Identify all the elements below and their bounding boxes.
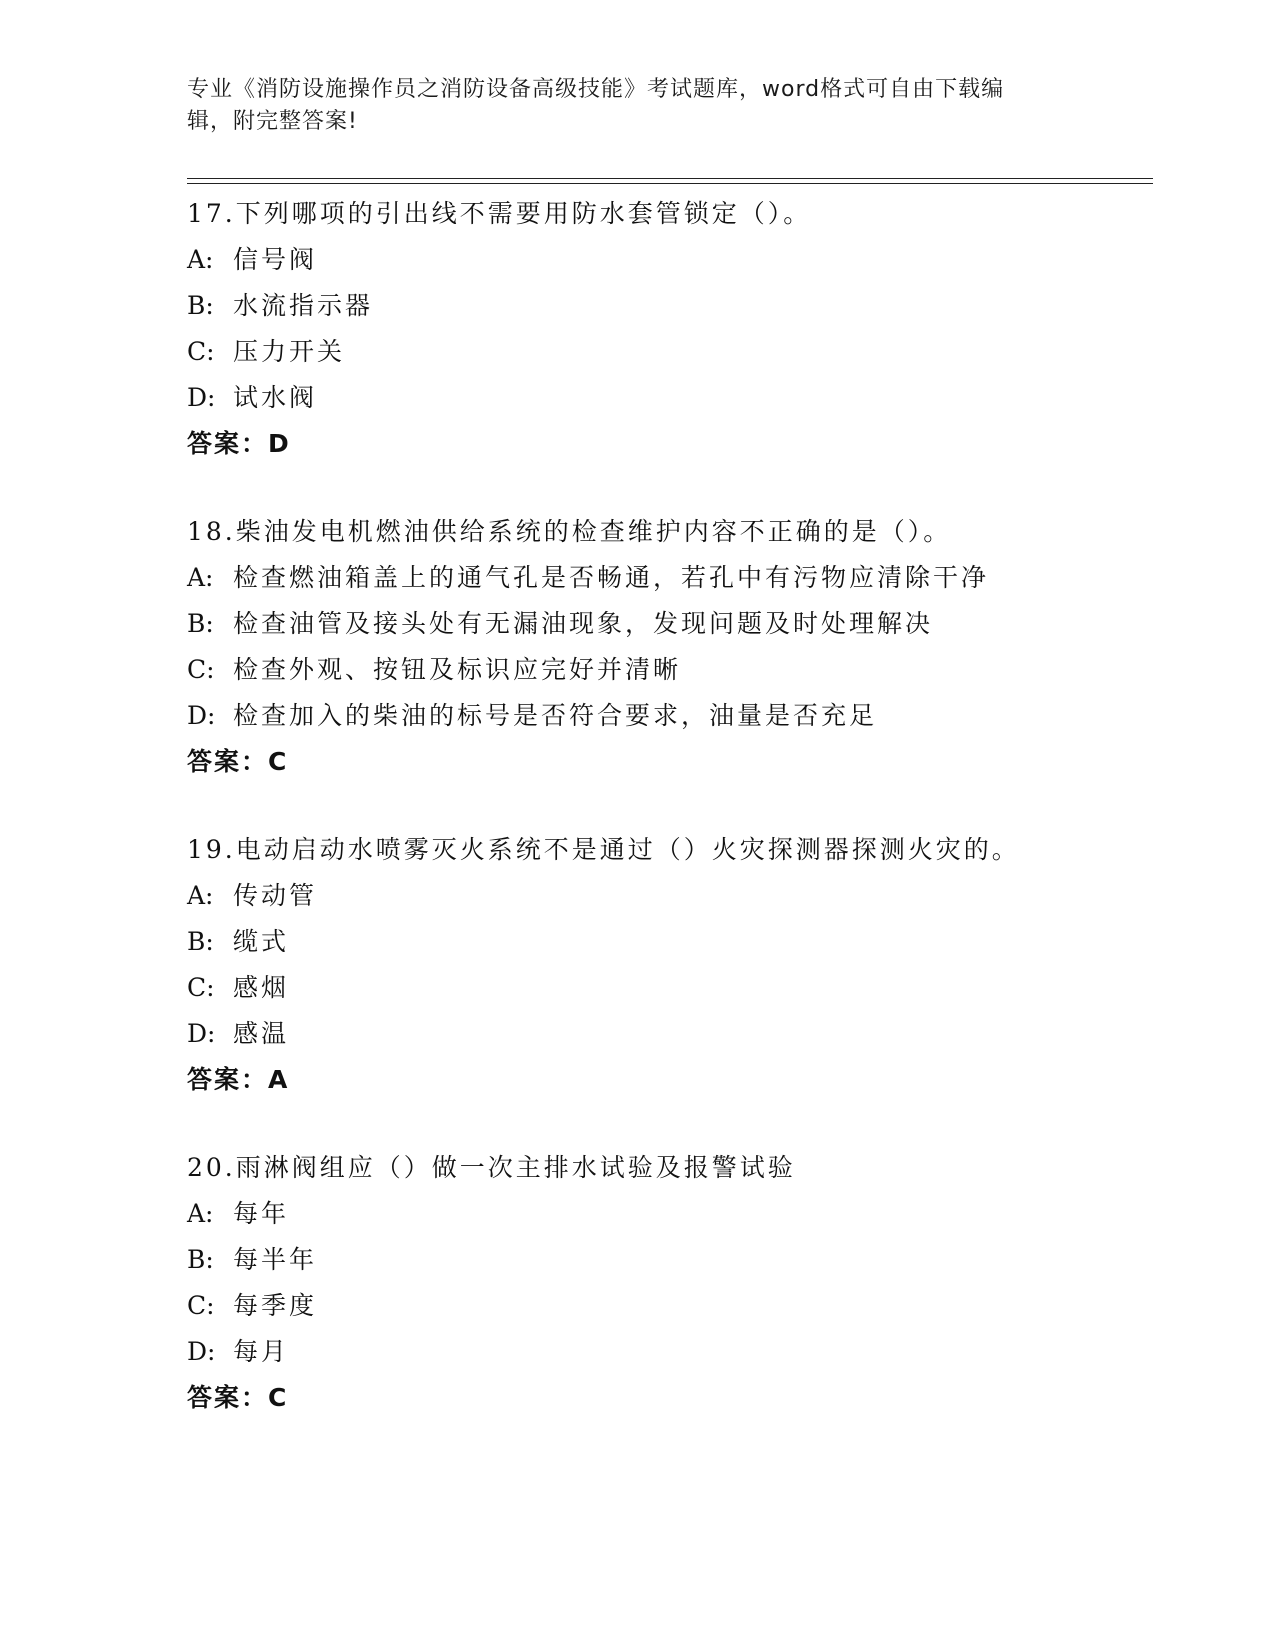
option-letter: C: (187, 337, 215, 366)
question-list (187, 191, 1147, 1463)
option-b (187, 1237, 1147, 1283)
option-text: 感烟 (233, 973, 290, 1002)
option-text: 每季度 (233, 1291, 318, 1320)
option-d (187, 1329, 1147, 1375)
option-a (187, 1191, 1147, 1237)
option-letter: C: (187, 655, 215, 684)
option-text: 检查加入的柴油的标号是否符合要求，油量是否充足 (233, 701, 878, 730)
option-letter: D: (187, 383, 216, 412)
option-b (187, 919, 1147, 965)
option-letter: D: (187, 1019, 216, 1048)
option-c (187, 329, 1147, 375)
option-letter: B: (187, 609, 214, 638)
option-c (187, 1283, 1147, 1329)
question-20 (187, 1145, 1147, 1421)
option-b (187, 283, 1147, 329)
option-letter: A: (187, 563, 214, 592)
question-18 (187, 509, 1147, 785)
option-text: 每月 (233, 1337, 290, 1366)
header-line-2: 辑，附完整答案! (187, 109, 358, 134)
header-line-1: 专业《消防设施操作员之消防设备高级技能》考试题库，word格式可自由下载编 (187, 77, 1005, 102)
option-a (187, 237, 1147, 283)
answer-line: 答案：A (187, 1065, 290, 1094)
question-stem: 18.柴油发电机燃油供给系统的检查维护内容不正确的是（）。 (187, 517, 952, 546)
option-a (187, 873, 1147, 919)
option-letter: C: (187, 973, 215, 1002)
document-header (187, 74, 1067, 138)
question-17 (187, 191, 1147, 467)
question-19 (187, 827, 1147, 1103)
option-letter: B: (187, 927, 214, 956)
option-text: 试水阀 (233, 383, 318, 412)
option-d (187, 693, 1147, 739)
option-letter: C: (187, 1291, 215, 1320)
option-text: 检查外观、按钮及标识应完好并清晰 (233, 655, 682, 684)
option-b (187, 601, 1147, 647)
option-letter: B: (187, 291, 214, 320)
option-c (187, 647, 1147, 693)
option-text: 每半年 (233, 1245, 318, 1274)
header-divider-bottom (187, 183, 1153, 184)
option-letter: D: (187, 1337, 216, 1366)
option-text: 检查燃油箱盖上的通气孔是否畅通，若孔中有污物应清除干净 (233, 563, 990, 592)
answer-line: 答案：C (187, 747, 289, 776)
option-letter: A: (187, 1199, 214, 1228)
option-letter: B: (187, 1245, 214, 1274)
option-text: 水流指示器 (233, 291, 374, 320)
option-c (187, 965, 1147, 1011)
option-a (187, 555, 1147, 601)
option-letter: A: (187, 245, 214, 274)
answer-line: 答案：D (187, 429, 291, 458)
option-d (187, 375, 1147, 421)
option-text: 压力开关 (233, 337, 346, 366)
option-text: 检查油管及接头处有无漏油现象，发现问题及时处理解决 (233, 609, 934, 638)
option-text: 每年 (233, 1199, 290, 1228)
option-text: 信号阀 (233, 245, 318, 274)
option-text: 传动管 (233, 881, 318, 910)
answer-line: 答案：C (187, 1383, 289, 1412)
question-stem: 19.电动启动水喷雾灭火系统不是通过（）火灾探测器探测火灾的。 (187, 835, 1020, 864)
question-stem: 17.下列哪项的引出线不需要用防水套管锁定（）。 (187, 199, 812, 228)
option-letter: A: (187, 881, 214, 910)
option-text: 缆式 (233, 927, 290, 956)
option-d (187, 1011, 1147, 1057)
option-text: 感温 (233, 1019, 290, 1048)
question-stem: 20.雨淋阀组应（）做一次主排水试验及报警试验 (187, 1153, 796, 1182)
option-letter: D: (187, 701, 216, 730)
header-divider-top (187, 178, 1153, 179)
